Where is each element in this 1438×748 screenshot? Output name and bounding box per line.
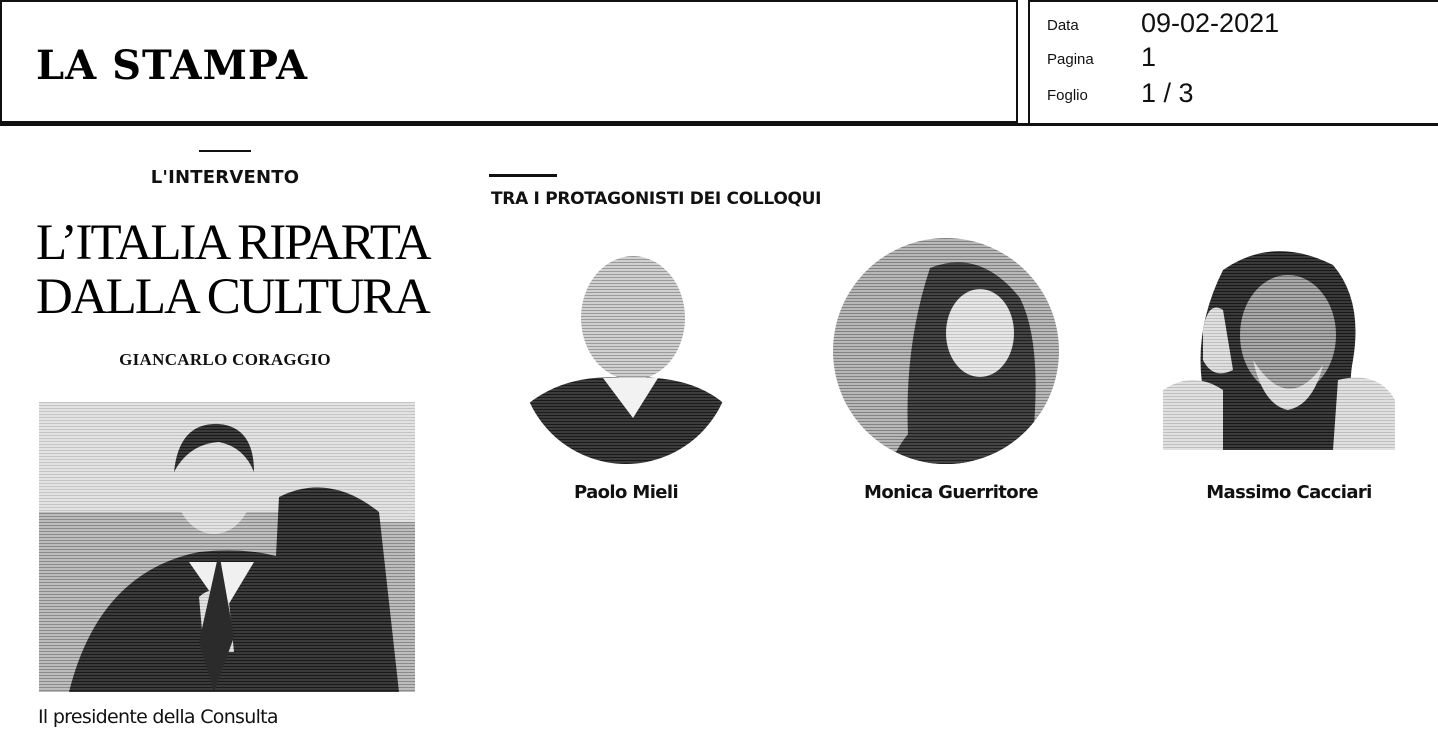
name-massimo-cacciari: Massimo Cacciari [1206,482,1372,503]
coraggio-photo [39,402,415,692]
masthead-box [0,0,1018,123]
kicker-rule [199,150,251,152]
meta-label-foglio: Foglio [1047,87,1088,104]
header-divider [0,123,1438,126]
meta-label-pagina: Pagina [1047,51,1094,68]
portrait-paolo-mieli [523,238,729,464]
masthead-logo: LA STAMPA [36,42,309,89]
meta-value-data: 09-02-2021 [1141,8,1280,38]
photo-caption: Il presidente della Consulta [38,706,278,728]
meta-value-pagina: 1 [1141,42,1157,72]
panel-rule [489,174,557,177]
portrait-massimo-cacciari [1163,240,1395,450]
meta-label-data: Data [1047,17,1079,34]
headline-line-1: L’ITALIA RIPARTA [36,215,430,271]
article-byline: GIANCARLO CORAGGIO [119,350,331,369]
meta-box [1028,0,1438,125]
portrait-monica-guerritore [830,238,1062,464]
protagonists-title: TRA I PROTAGONISTI DEI COLLOQUI [491,189,822,209]
article-kicker: L'INTERVENTO [150,167,300,188]
article-headline [36,216,436,324]
name-paolo-mieli: Paolo Mieli [573,482,679,503]
name-monica-guerritore: Monica Guerritore [864,482,1038,503]
headline-line-2: DALLA CULTURA [36,269,429,325]
meta-value-foglio: 1 / 3 [1141,78,1194,108]
